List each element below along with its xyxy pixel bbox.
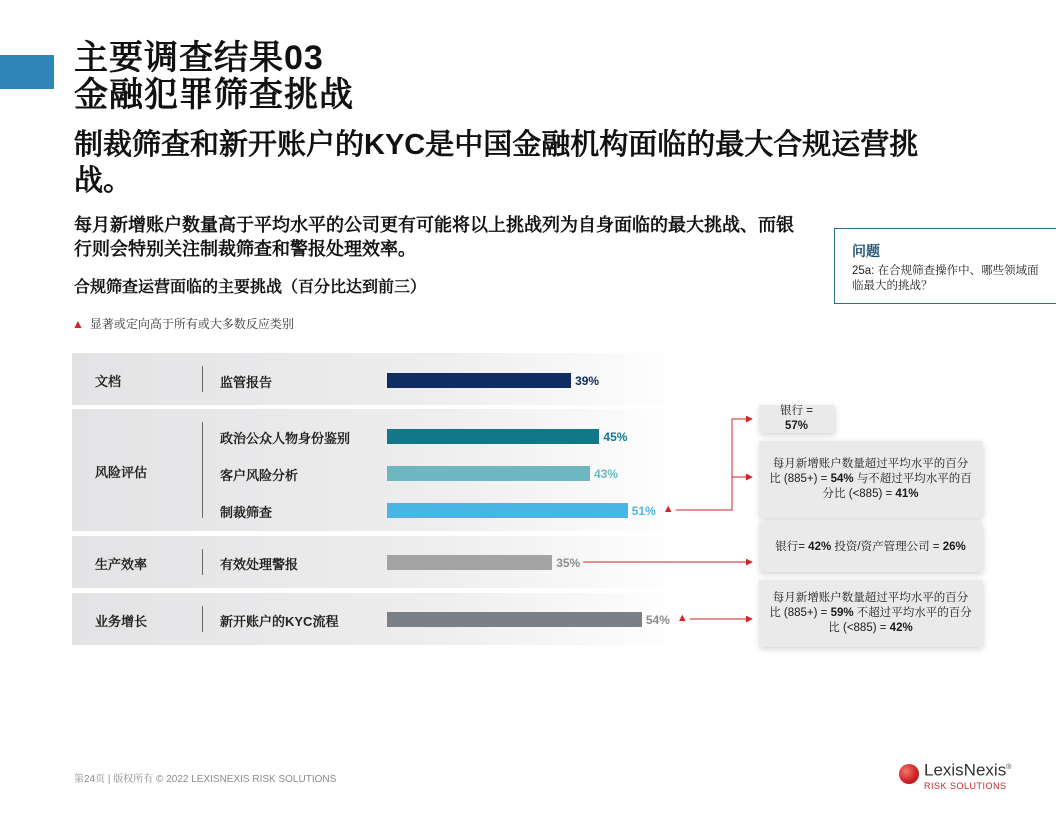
headline: 制裁筛查和新开账户的KYC是中国金融机构面临的最大合规运营挑战。	[74, 129, 919, 197]
significance-icon: ▲	[676, 612, 688, 624]
title-line-1: 主要调查结果03	[74, 39, 324, 77]
logo-orb-icon	[899, 764, 919, 784]
red-triangle-icon: ▲	[72, 316, 84, 331]
callout-segment: 每月新增账户数量超过平均水平的百分比 (885+) =	[769, 592, 969, 619]
item-label: 监管报告	[220, 375, 273, 390]
category-label: 风险评估	[95, 465, 148, 480]
callout-text	[769, 457, 972, 502]
category-label: 文档	[95, 374, 122, 389]
bar	[387, 555, 552, 570]
accent-tab	[0, 55, 54, 89]
value-label: 51%	[631, 504, 656, 518]
callout-value: 42%	[808, 541, 832, 553]
callout-segment: 银行 =	[780, 405, 813, 417]
category-divider	[202, 422, 203, 518]
callout-box	[759, 441, 982, 518]
arrow-bank	[676, 419, 752, 510]
page-title	[74, 40, 354, 114]
title-line-2: 金融犯罪筛查挑战	[74, 76, 354, 114]
value-label: 35%	[556, 556, 581, 570]
bar	[387, 612, 642, 627]
item-label: 新开账户的KYC流程	[220, 614, 339, 629]
callout-value: 42%	[889, 622, 913, 634]
significance-icon: ▲	[662, 503, 674, 515]
logo-reg: ®	[1006, 764, 1012, 771]
legend-note	[72, 315, 294, 332]
bar	[387, 466, 590, 481]
callout-segment: 每月新增账户数量超过平均水平的百分比 (885+) =	[769, 458, 969, 485]
category-label: 生产效率	[95, 557, 148, 572]
question-box	[834, 228, 1056, 304]
callout-value: 41%	[895, 488, 919, 500]
item-label: 政治公众人物身份鉴别	[220, 431, 351, 446]
category-divider	[202, 606, 203, 632]
callout-segment: 与不超过平均水平的百分比 (<885) =	[822, 473, 972, 500]
intro-text: 每月新增账户数量高于平均水平的公司更有可能将以上挑战列为自身面临的最大挑战、而银行则会特别关注制裁筛查和警报处理效率。	[74, 215, 794, 259]
callout-value: 59%	[830, 607, 854, 619]
category-divider	[202, 366, 203, 392]
callout-text	[769, 591, 972, 636]
category-label: 业务增长	[95, 614, 148, 629]
callout-text	[769, 404, 824, 434]
bar	[387, 503, 628, 518]
item-label: 制裁筛查	[220, 505, 273, 520]
callout-box	[759, 580, 982, 647]
question-text: 25a: 在合规筛查操作中、哪些领域面临最大的挑战？	[852, 265, 1039, 292]
callout-segment: 银行=	[775, 541, 809, 553]
callout-text	[775, 540, 965, 555]
logo-name: LexisNexis	[924, 760, 1007, 780]
bar	[387, 429, 599, 444]
value-label: 43%	[593, 467, 618, 481]
callout-value: 57%	[784, 420, 809, 432]
callout-value: 26%	[942, 541, 966, 553]
item-label: 有效处理警报	[220, 557, 299, 572]
value-label: 45%	[603, 430, 628, 444]
footer-text: 第24页 | 版权所有 © 2022 LEXISNEXIS RISK SOLUTIONS	[74, 774, 337, 785]
callout-segment: 投资/资产管理公司 =	[831, 541, 943, 553]
value-label: 39%	[575, 374, 600, 388]
lexisnexis-logo	[899, 758, 1011, 791]
category-divider	[202, 549, 203, 575]
callout-box	[759, 405, 834, 433]
item-label: 客户风险分析	[220, 468, 299, 483]
callout-box	[759, 523, 982, 572]
question-title: 问题	[852, 243, 880, 259]
legend-note-text: 显著或定向高于所有或大多数反应类别	[89, 317, 294, 331]
bar	[387, 373, 571, 388]
callout-segment: 不超过平均水平的百分比 (<885) =	[828, 607, 972, 634]
category-band	[72, 536, 687, 588]
value-label: 54%	[645, 613, 670, 627]
chart-title: 合规筛查运营面临的主要挑战（百分比达到前三）	[74, 279, 427, 296]
callout-value: 54%	[830, 473, 854, 485]
logo-sub: RISK SOLUTIONS	[924, 780, 1007, 791]
